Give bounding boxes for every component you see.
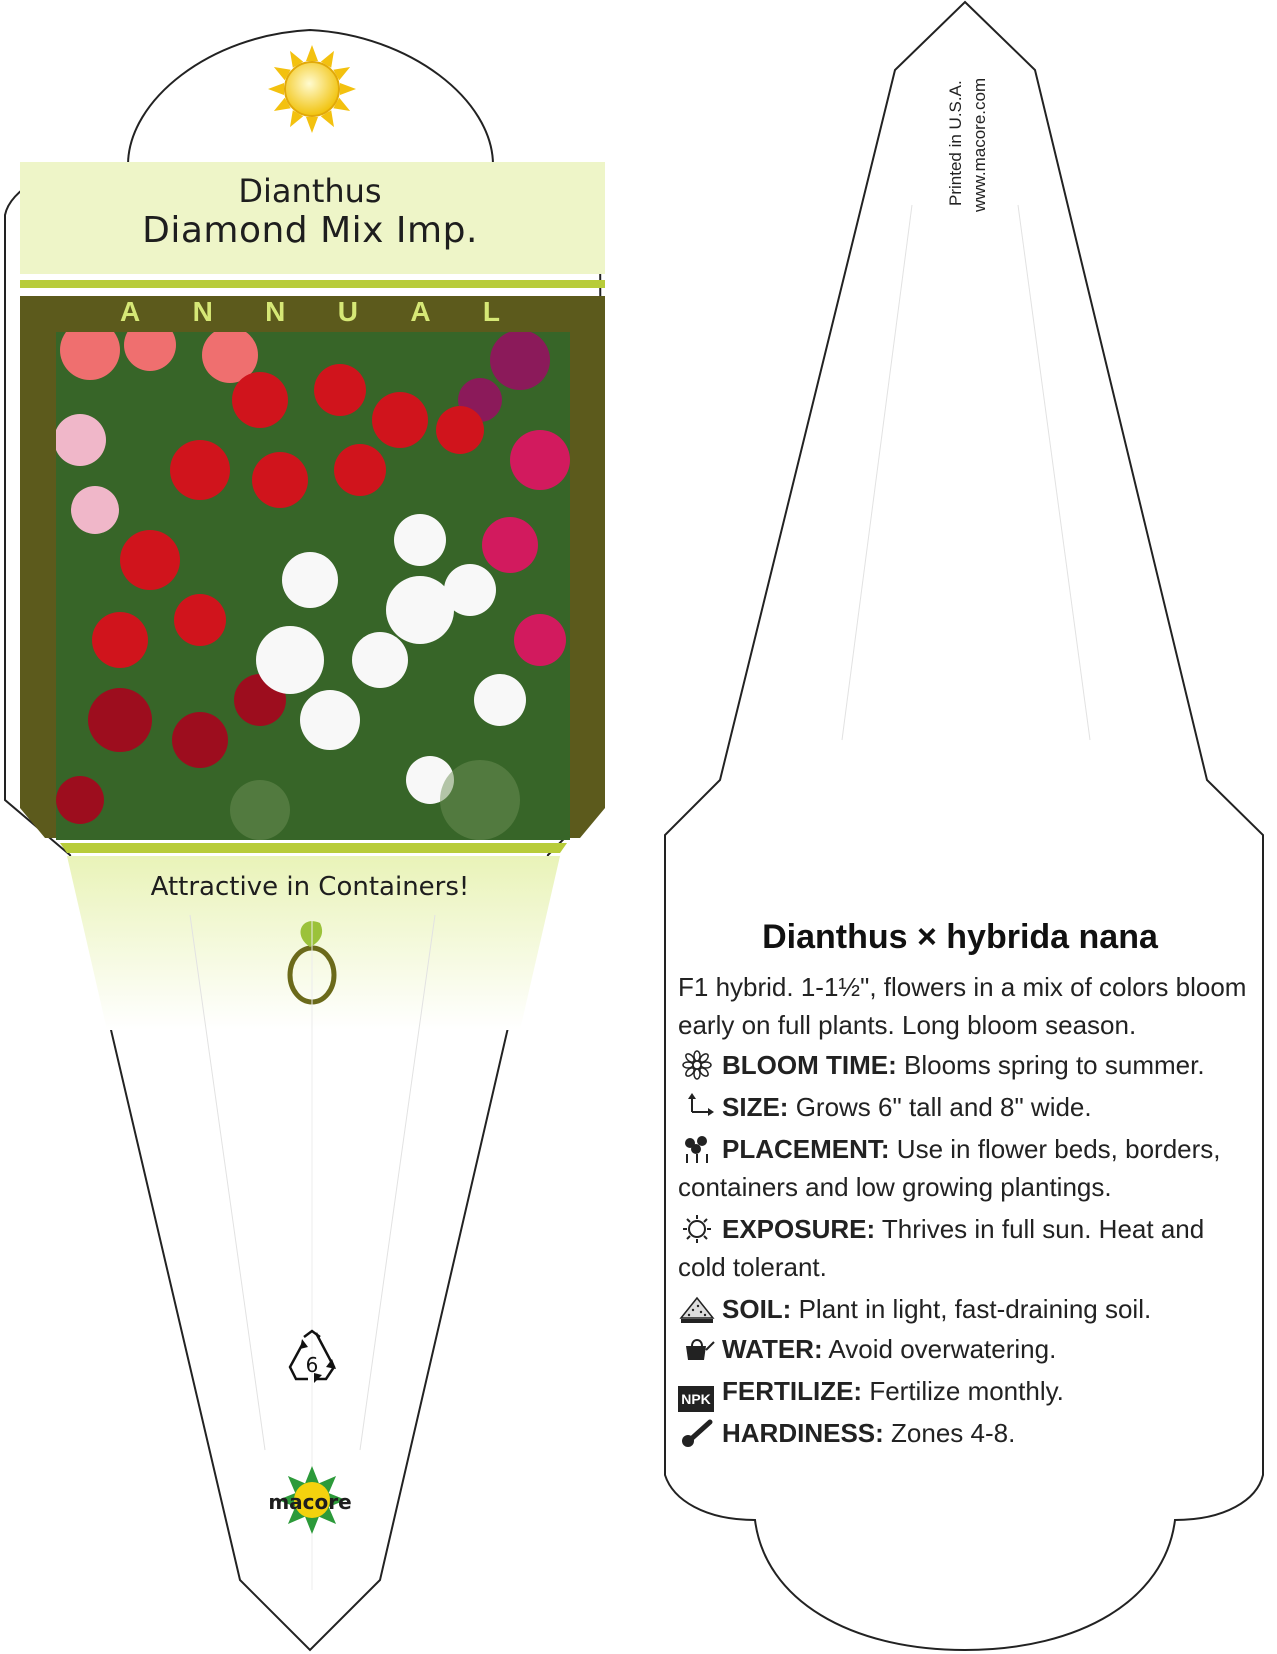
size-arrows-icon	[678, 1092, 716, 1122]
common-name: Dianthus	[238, 172, 382, 210]
npk-icon: NPK	[678, 1386, 714, 1412]
care-fertilize: NPK FERTILIZE: Fertilize monthly.	[678, 1372, 1258, 1412]
flower-photo	[54, 319, 570, 840]
category-letter: A	[120, 296, 141, 327]
care-water: WATER: Avoid overwatering.	[678, 1330, 1258, 1368]
category-letter: A	[410, 296, 431, 327]
watering-can-icon	[678, 1334, 716, 1364]
thermometer-icon	[678, 1418, 716, 1448]
care-soil: SOIL: Plant in light, fast-draining soil.	[678, 1290, 1258, 1328]
category-letter: N	[192, 296, 213, 327]
care-hardiness: HARDINESS: Zones 4-8.	[678, 1414, 1258, 1452]
care-placement: PLACEMENT: Use in flower beds, borders, containers and low growing plantings.	[678, 1134, 1221, 1202]
category-letter: N	[265, 296, 286, 327]
sun-outline-icon	[678, 1214, 716, 1244]
soil-icon	[678, 1294, 716, 1324]
placement-icon	[678, 1134, 716, 1164]
printed-in: Printed in U.S.A.	[946, 80, 965, 206]
category-letter: U	[337, 296, 358, 327]
website: www.macore.com	[970, 77, 989, 212]
brand-name: macore	[268, 1490, 352, 1514]
care-exposure: EXPOSURE: Thrives in full sun. Heat and cold tolerant.	[678, 1214, 1205, 1282]
flower-icon	[678, 1050, 716, 1080]
tagline: Attractive in Containers!	[150, 872, 470, 902]
cultivar-name: Diamond Mix Imp.	[142, 210, 478, 251]
category-letter: L	[482, 296, 500, 327]
care-bloom-time: BLOOM TIME: Blooms spring to summer.	[678, 1046, 1258, 1084]
category-label	[120, 296, 500, 328]
recycle-code: 6	[305, 1353, 319, 1377]
care-size: SIZE: Grows 6" tall and 8" wide.	[678, 1088, 1258, 1126]
species-name: Dianthus × hybrida nana	[762, 918, 1158, 956]
description: F1 hybrid. 1-1½", flowers in a mix of colors bloom early on full plants. Long bloom season.	[678, 972, 1247, 1040]
